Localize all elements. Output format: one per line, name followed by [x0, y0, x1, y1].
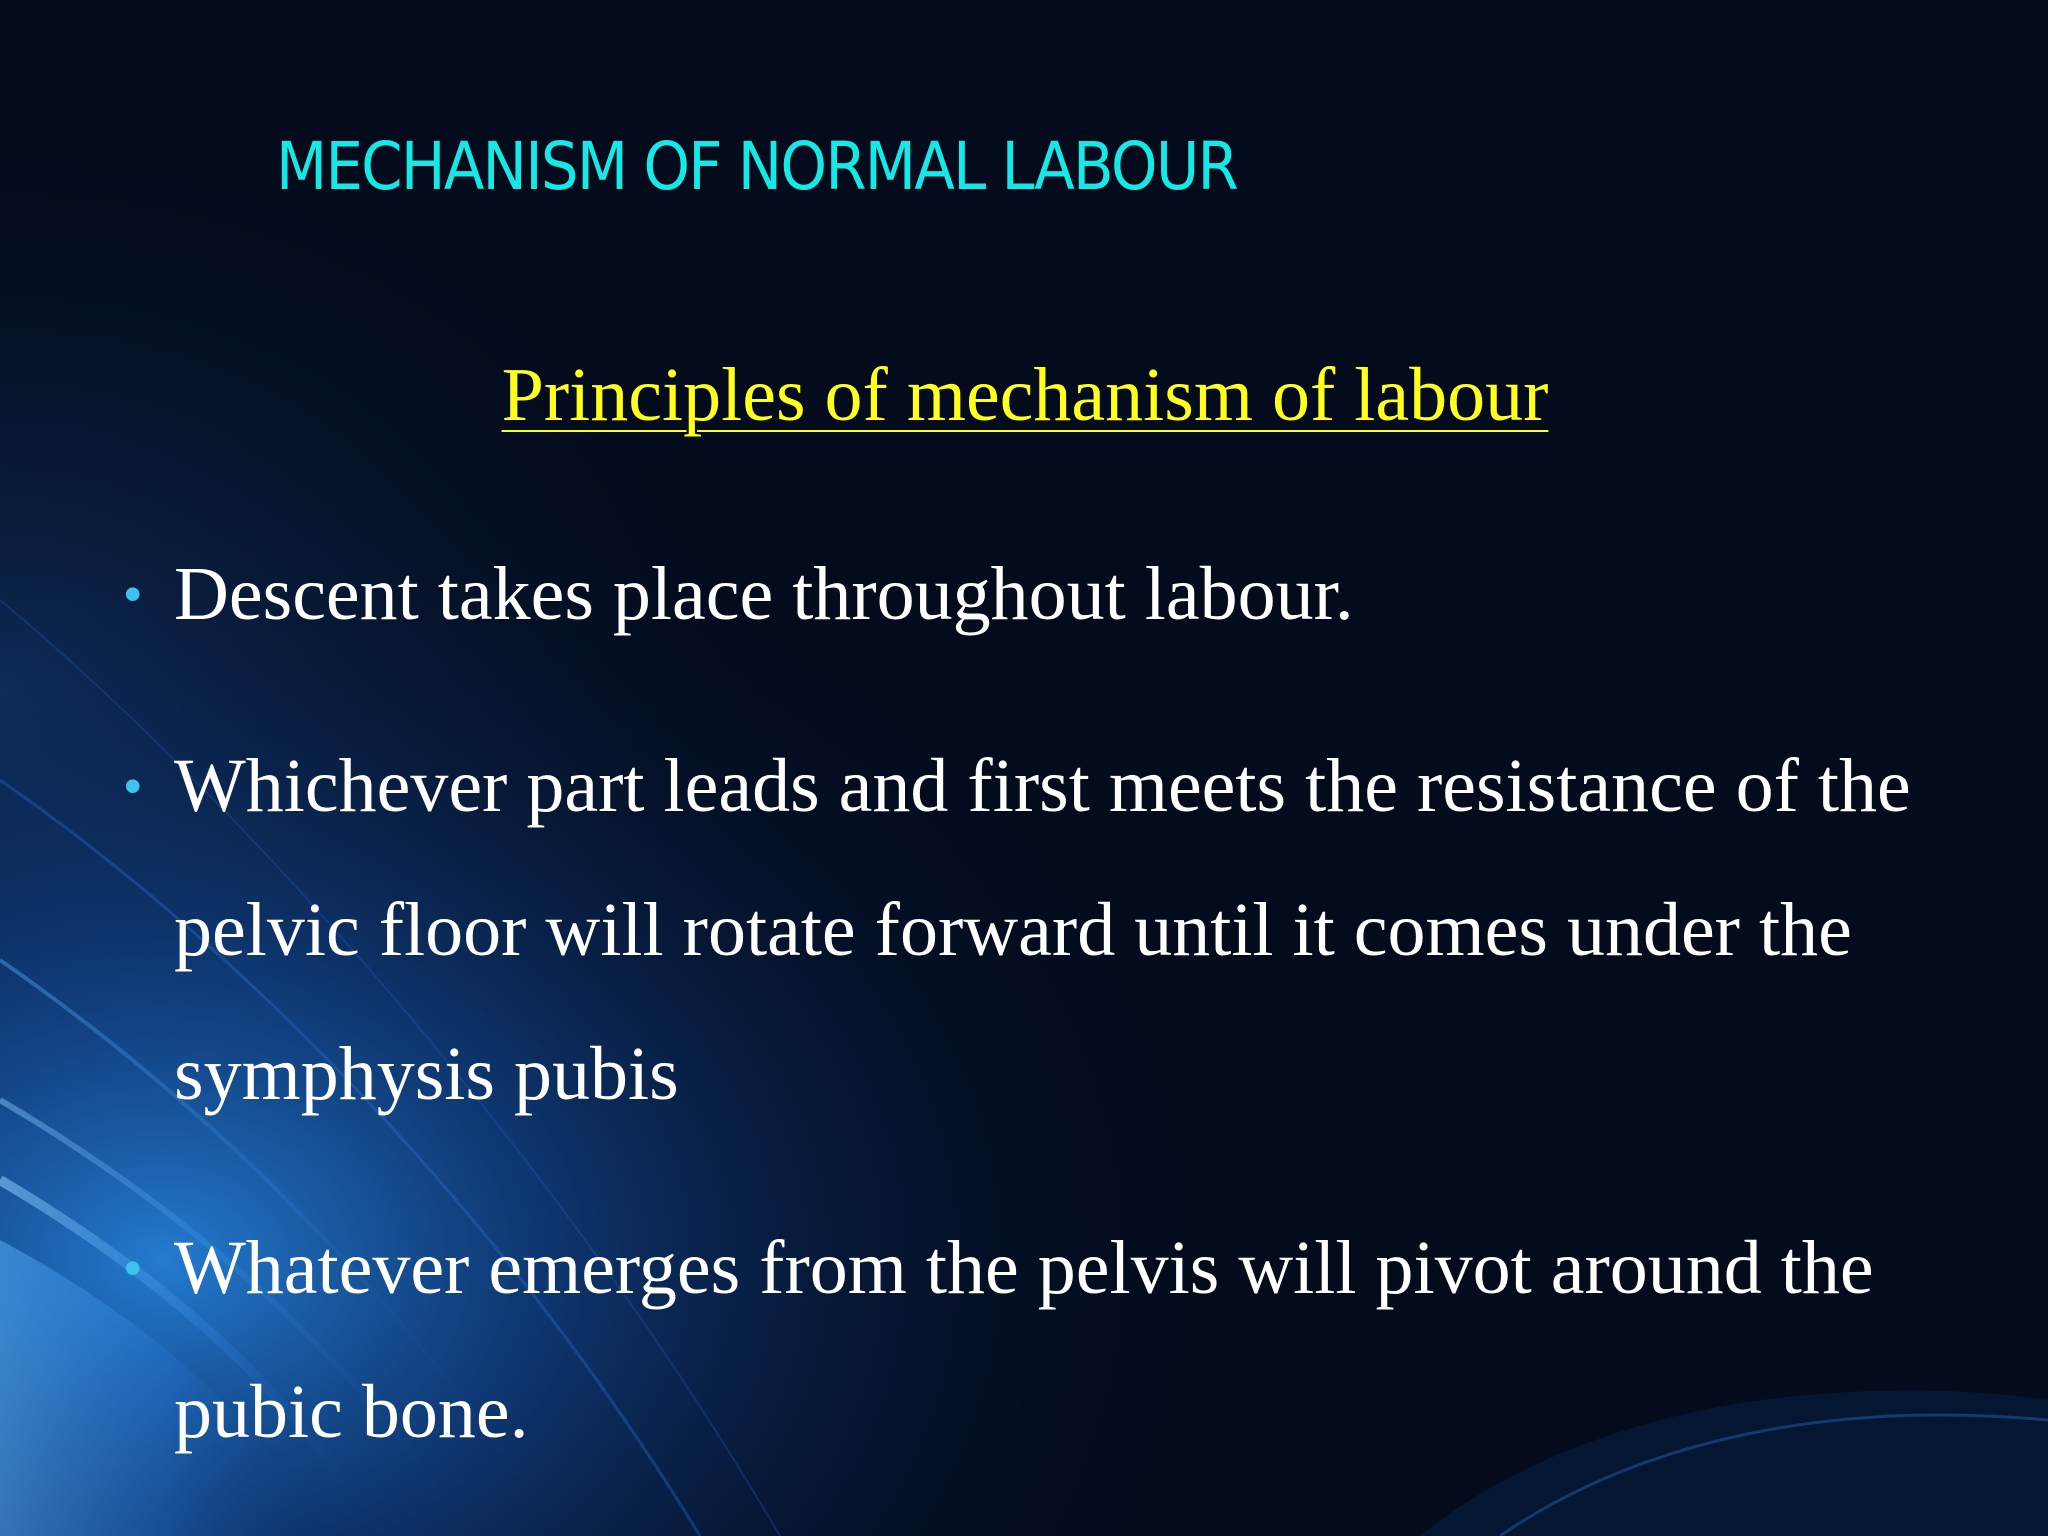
bullet-item [124, 1196, 1924, 1484]
bullet-text: Descent takes place throughout labour. [174, 552, 1354, 636]
bullet-item [124, 522, 1924, 666]
slide-title: MECHANISM OF NORMAL LABOUR [276, 128, 1237, 205]
bullet-icon: • [124, 566, 142, 622]
bullet-icon: • [124, 1240, 142, 1296]
bullet-text: Whatever emerges from the pelvis will pivot around the pubic bone. [174, 1226, 1874, 1454]
slide-subtitle-text: Principles of mechanism of labour [501, 353, 1549, 437]
bullet-icon: • [124, 758, 142, 814]
bullet-item [124, 714, 1964, 1146]
slide-subtitle [0, 352, 2048, 439]
bullet-text: Whichever part leads and first meets the resistance of the pelvic floor will rotate forward until it comes under the symphysis pubis [174, 744, 1911, 1116]
